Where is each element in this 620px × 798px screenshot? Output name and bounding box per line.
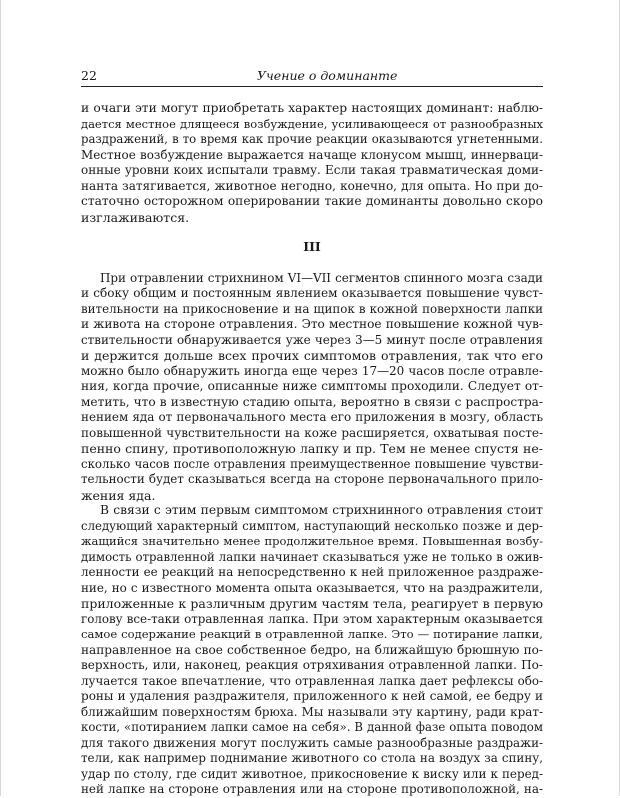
text-line: следующий характерный симптом, наступающий несколько позже и дер- [81, 518, 543, 533]
text-line: При отравлении стрихнином VI—VII сегментов спинного мозга сзади [100, 270, 543, 285]
text-line: и держится дольше всех прочих симптомов отравления, так что его [81, 348, 543, 363]
text-line: онные уровни коих испытали травму. Если такая травматическая доми- [81, 163, 543, 177]
text-line: статочно осторожном оперировании такие доминанты довольно скоро [81, 194, 543, 208]
text-line: и очаги эти могут приобретать характер настоящих доминант: наблю- [81, 101, 543, 115]
text-line: для такого движения могут послужить самые разнообразные раздражи- [81, 735, 543, 750]
running-header [81, 66, 543, 87]
text-line: голову все-таки отравленная лапка. При этом характерным оказывается [81, 611, 543, 626]
text-line: ней лапке на стороне отравления или на стороне противоположной, на- [81, 782, 543, 796]
paragraph-3 [81, 503, 543, 798]
text-line: нанта затягивается, животное негодно, конечно, для опыта. Но при до- [81, 178, 543, 193]
text-line: верхность, или, наконец, реакция отряхивания отравленной лапки. По- [81, 658, 543, 672]
text-line: кости, «потиранием лапки самое на себя». В данной фазе опыта поводом [81, 720, 543, 734]
text-line: жащийся значительно менее продолжительное время. Повышенная возбу- [81, 534, 543, 548]
text-line: Местное возбуждение выражается начаще клонусом мышц, иннервaци- [81, 147, 543, 162]
text-line: можно было обнаружить иногда еще через 17—20 часов после отравле- [81, 363, 543, 378]
text-line: удар по столу, где сидит животное, прикосновение к виску или к перед- [81, 766, 543, 781]
paragraph-2 [81, 271, 543, 504]
text-line: метить, что в известную стадию опыта, вероятно в связи с распростра- [81, 394, 543, 409]
text-line: изглаживаются. [81, 209, 190, 225]
text-line: приложенные к различным другим частям тела, реагирует в первую [81, 596, 543, 611]
text-line: жения яда. [81, 487, 156, 503]
text-line: направленное на свое собственное бедро, на ближайшую брюшную по- [81, 642, 543, 657]
text-line: лучается такое впечатление, что отравленная лапка дает рефлексы обо- [81, 673, 543, 688]
paragraph-1 [81, 101, 543, 225]
text-line: ближайшим поверхностям брюха. Мы называли эту картину, ради крат- [81, 704, 543, 719]
text-line: роны и удаления раздражителя, приложенного к ней самой, ее бедру и [81, 689, 543, 703]
text-line: и сбоку общим и постоянным явлением оказывается повышение чувст- [81, 286, 543, 300]
page-number: 22 [81, 68, 97, 83]
text-line: ствительности обнаруживается уже через 3—5 минут после отравления [81, 332, 543, 347]
body-text [81, 101, 543, 798]
running-title: Учение о доминанте [257, 68, 398, 83]
text-line: повышенной чувствительности на коже расширяется, охватывая посте- [81, 425, 543, 440]
text-line: раздражений, в то время как прочие реакции оказываются угнетенными. [81, 132, 543, 146]
text-line: В связи с этим первым симптомом стрихнинного отравления стоит [100, 503, 543, 517]
text-line: ленности ее реакций на непосредственно к ней приложенное раздраже- [81, 565, 543, 579]
text-line: ния, когда прочие, описанные ниже симптомы проходили. Следует от- [81, 379, 543, 393]
text-line: самое содержание реакций в отравленной лапке. Это — потирание лапки, [81, 627, 543, 641]
text-line: димость отравленной лапки начинает сказываться уже не только в ожив- [81, 549, 543, 564]
text-line: пенно спину, противоположную лапку и пр. Тем не менее спустя не- [81, 441, 543, 456]
text-line: дается местное длящееся возбуждение, усиливающееся от разнообразных [81, 116, 543, 131]
text-line: и живота на стороне отравления. Это местное повышение кожной чув- [81, 317, 543, 331]
text-line: тели, как например поднимание животного со стола на воздух за спину, [81, 751, 543, 765]
text-line: вительности на прикосновение и на щипок в кожной поверхности лапки [81, 301, 543, 316]
text-line: нением яда от первоначального места его приложения в мозгу, область [81, 410, 543, 424]
section-heading: III [303, 239, 321, 254]
text-line: сколько часов после отравления преимущественное повышение чувстви- [81, 456, 543, 471]
text-line: ние, но с известного момента опыта оказывается, что на раздражители, [81, 580, 543, 595]
text-line: тельности будет сказываться всегда на стороне первоначального прило- [81, 472, 543, 486]
